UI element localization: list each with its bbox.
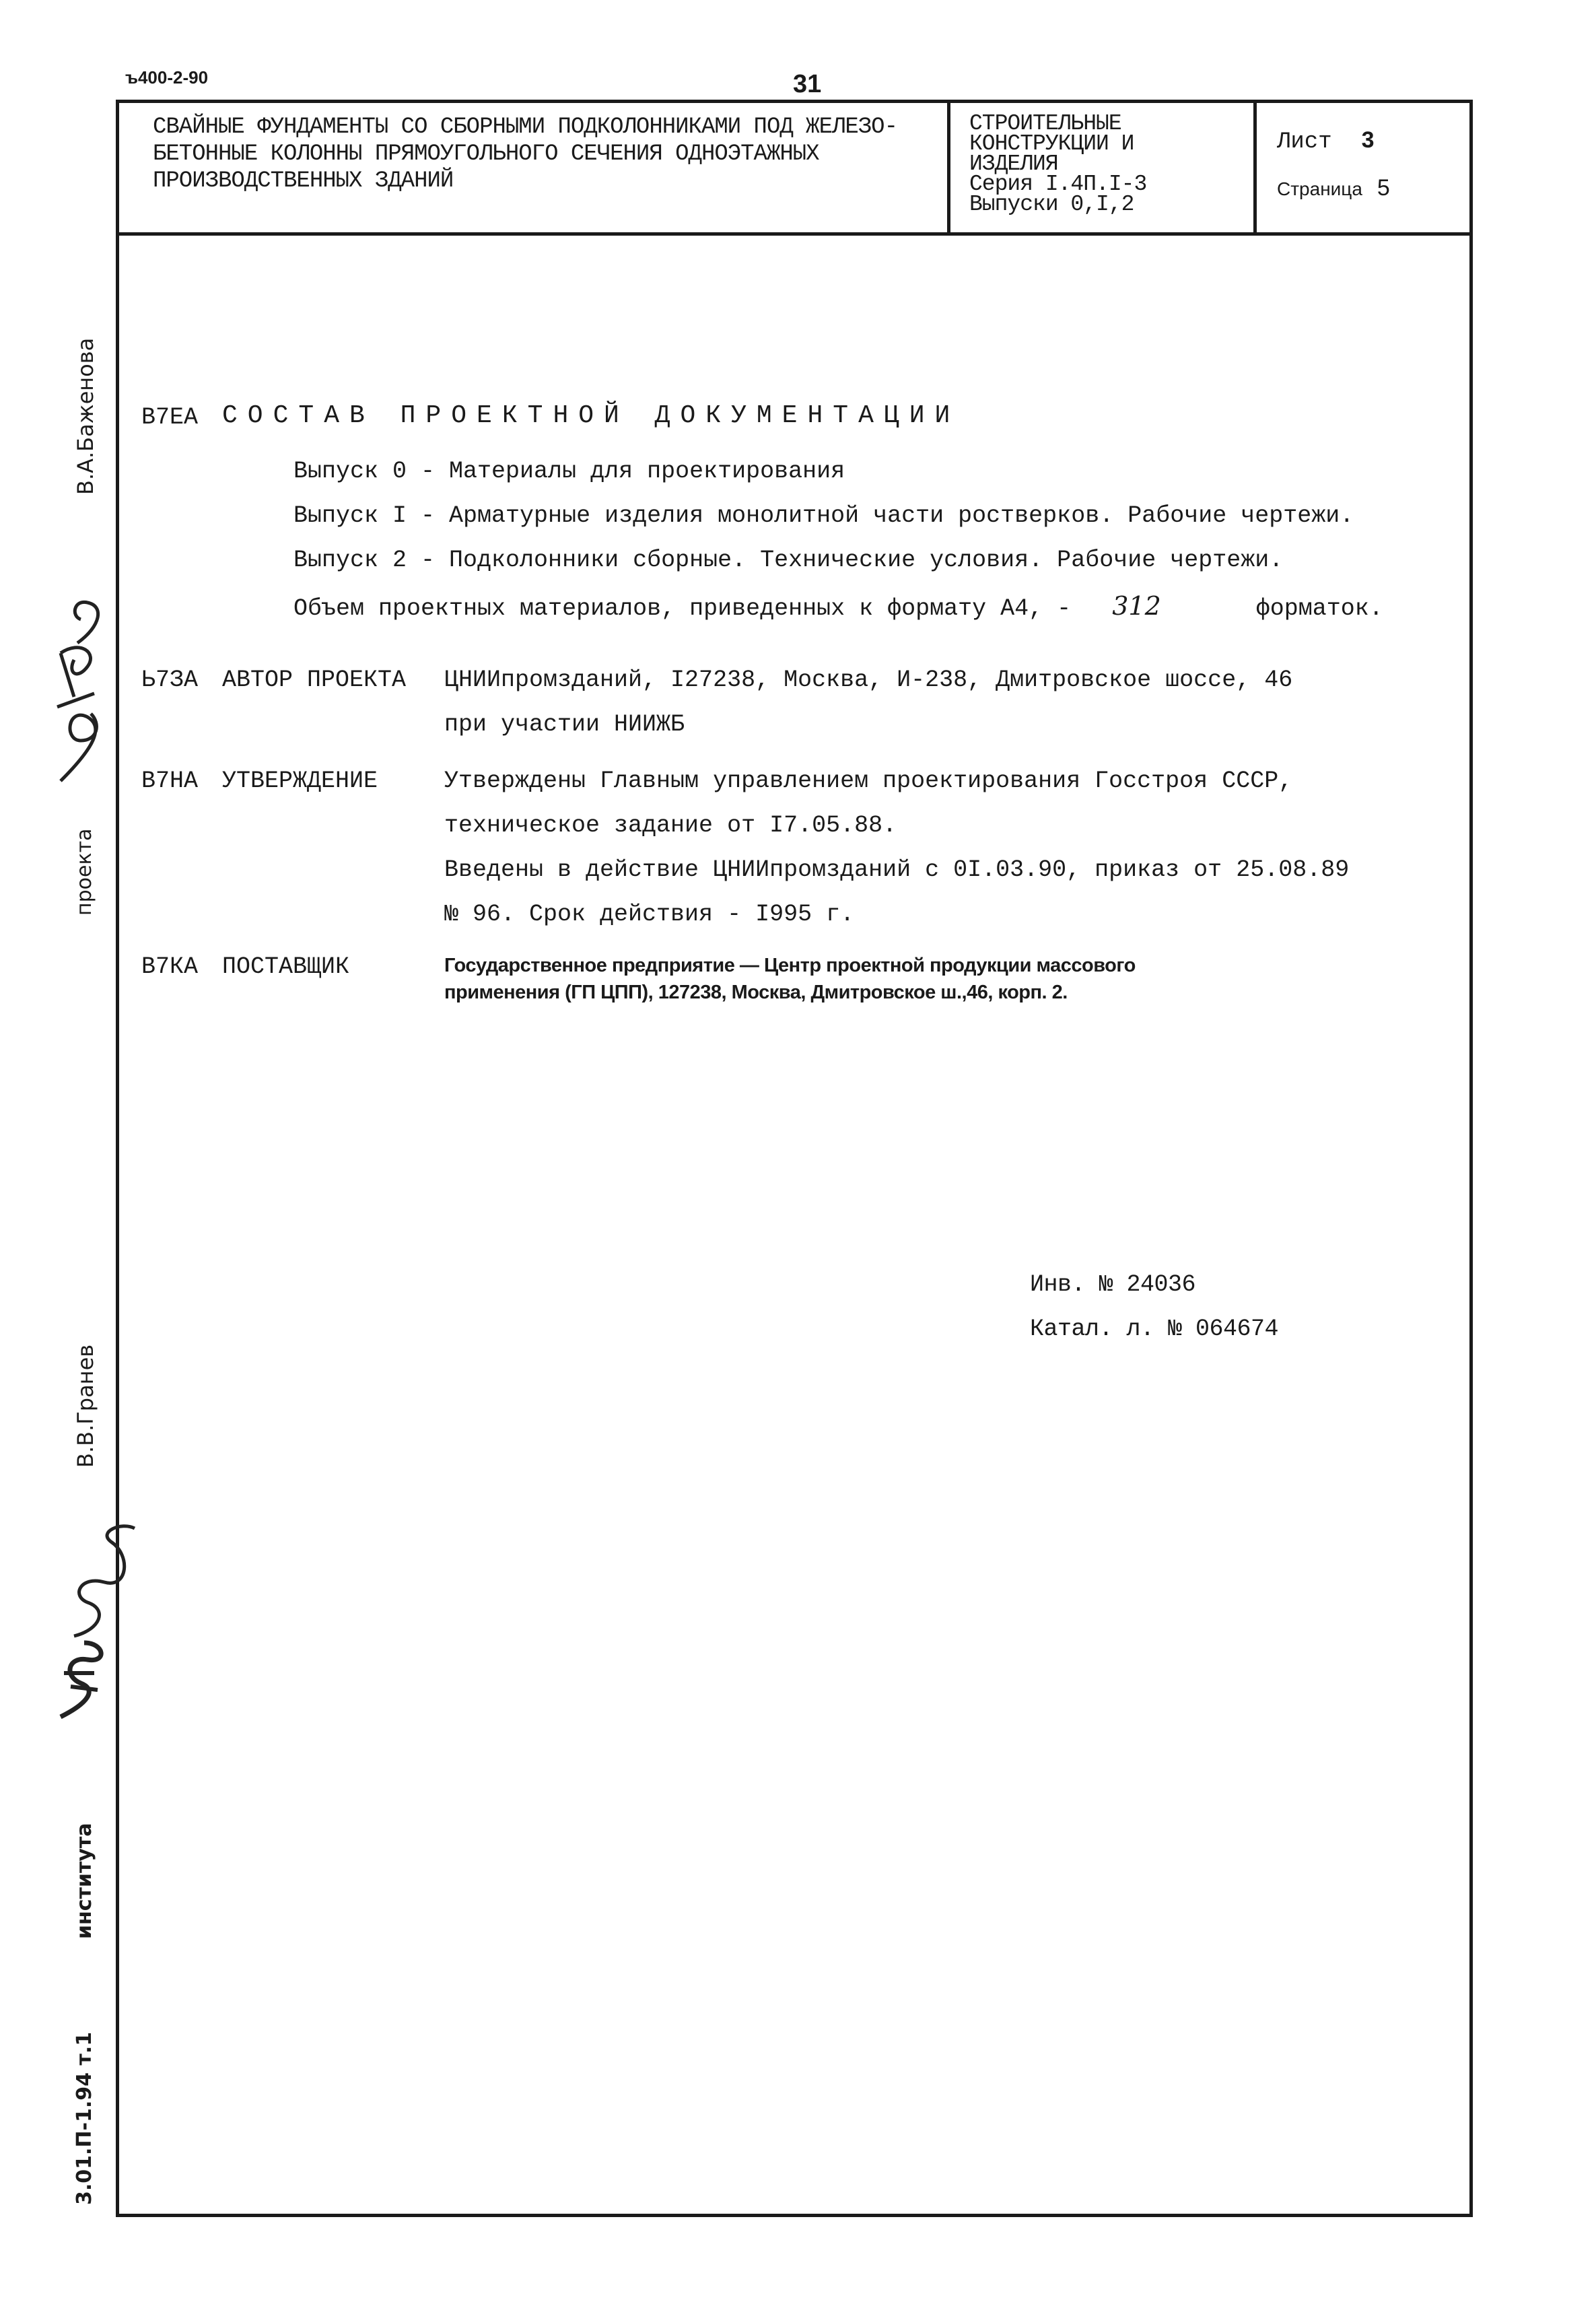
section-code-author: Ь7ЗА [141, 667, 199, 693]
category-line: ИЗДЕЛИЯ [969, 151, 1058, 176]
margin-institute-name: В.В.Гранев [73, 1344, 98, 1468]
section-code-supplier: В7КА [141, 953, 199, 980]
catalog-number: Катал. л. № 064674 [1030, 1316, 1279, 1343]
margin-institute-label: института [73, 1823, 96, 1939]
section-title-composition: СОСТАВ ПРОЕКТНОЙ ДОКУМЕНТАЦИИ [222, 401, 961, 430]
approval-line: техническое задание от I7.05.88. [444, 812, 897, 839]
approval-line: Утверждены Главным управлением проектирования Госстроя СССР, [444, 768, 1293, 794]
title-block [119, 103, 1469, 236]
volume-line [293, 591, 1383, 622]
margin-author-name: В.А.Баженова [73, 337, 98, 495]
supplier-line: применения (ГП ЦПП), 127238, Москва, Дмитровское ш.,46, корп. 2. [444, 982, 1068, 1003]
title-line: СВАЙНЫЕ ФУНДАМЕНТЫ СО СБОРНЫМИ ПОДКОЛОННИКАМИ ПОД ЖЕЛЕЗО- [153, 114, 897, 140]
issues-line: Выпуски 0,I,2 [969, 192, 1134, 217]
volume-value: 312 [1112, 591, 1161, 621]
section-code-approval: В7НА [141, 768, 199, 794]
issue-line: Выпуск I - Арматурные изделия монолитной части ростверков. Рабочие чертежи. [293, 502, 1354, 529]
issue-line: Выпуск 2 - Подколонники сборные. Технические условия. Рабочие чертежи. [293, 547, 1284, 574]
section-label-supplier: ПОСТАВЩИК [222, 953, 350, 980]
page-number: 31 [793, 70, 822, 98]
approval-line: № 96. Срок действия - I995 г. [444, 901, 855, 928]
volume-unit: форматок. [1255, 595, 1383, 622]
author-line: при участии НИИЖБ [444, 711, 685, 738]
signature-institute [47, 1515, 141, 1730]
issue-line: Выпуск 0 - Материалы для проектирования [293, 458, 845, 485]
margin-doc-code: 3.01.П-1.94 т.1 [73, 2031, 96, 2205]
category-line: КОНСТРУКЦИИ И [969, 131, 1134, 156]
section-label-author: АВТОР ПРОЕКТА [222, 667, 407, 693]
title-block-sheet [1257, 103, 1469, 232]
approval-line: Введены в действие ЦНИИпромзданий с 0I.03.90, приказ от 25.08.89 [444, 856, 1350, 883]
signature-author [40, 579, 114, 794]
section-code-composition: В7ЕА [141, 404, 199, 431]
title-block-name [119, 103, 950, 232]
page-value: 5 [1377, 175, 1390, 201]
title-block-category [950, 103, 1257, 232]
author-line: ЦНИИпромзданий, I27238, Москва, И-238, Дмитровское шоссе, 46 [444, 667, 1293, 693]
title-line: БЕТОННЫЕ КОЛОННЫ ПРЯМОУГОЛЬНОГО СЕЧЕНИЯ ОДНОЭТАЖНЫХ [153, 141, 819, 167]
inventory-number: Инв. № 24036 [1030, 1271, 1196, 1298]
title-line: ПРОИЗВОДСТВЕННЫХ ЗДАНИЙ [153, 168, 454, 194]
section-label-approval: УТВЕРЖДЕНИЕ [222, 768, 378, 794]
supplier-line: Государственное предприятие — Центр проектной продукции массового [444, 955, 1136, 976]
category-line: СТРОИТЕЛЬНЫЕ [969, 111, 1121, 136]
margin-project-label: проекта [73, 828, 96, 916]
sheet-label: Лист [1277, 129, 1332, 155]
series-line: Серия I.4П.I-3 [969, 172, 1147, 197]
volume-text: Объем проектных материалов, приведенных к формату А4, - [293, 595, 1072, 622]
sheet-value: 3 [1361, 127, 1375, 153]
page-label: Страница [1277, 178, 1362, 199]
document-code: ъ400-2-90 [125, 67, 209, 88]
